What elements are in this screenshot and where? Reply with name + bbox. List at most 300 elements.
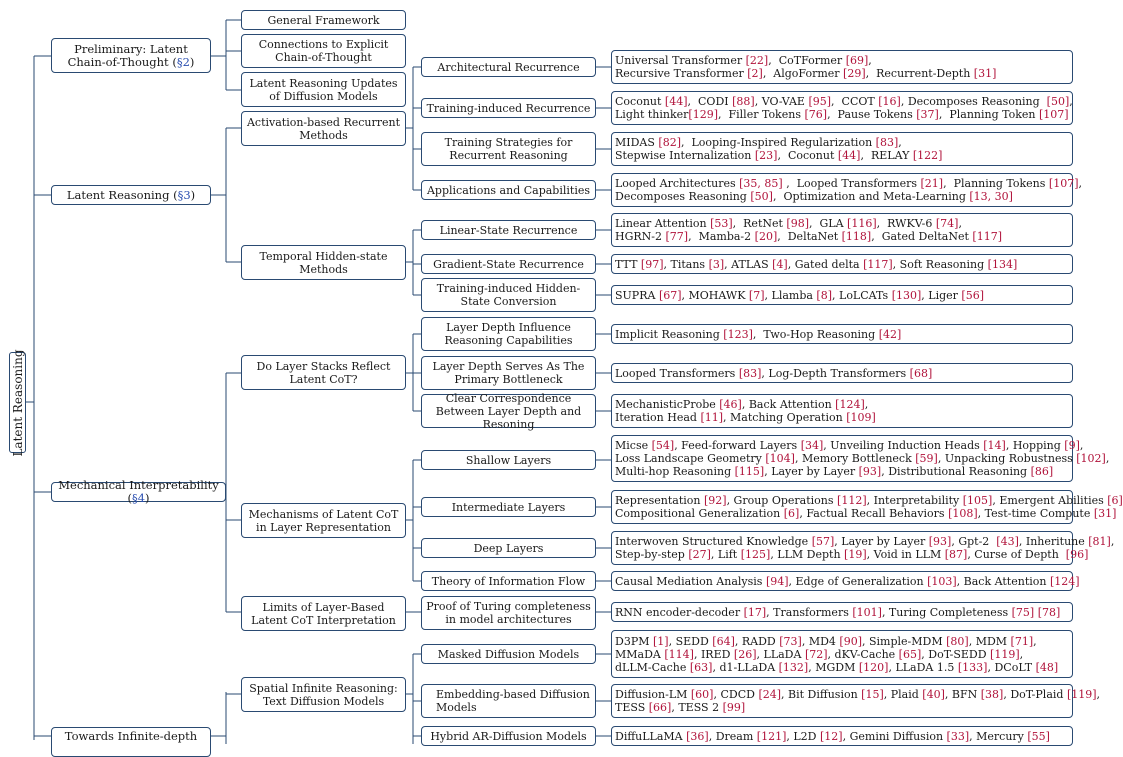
leaf-text: Looped Transformers — [615, 366, 739, 380]
leaf-embedding-diffusion — [611, 684, 1101, 718]
leaf-text: , Planning Token — [938, 108, 1039, 121]
leaf-line — [615, 494, 1123, 507]
l1-latent-sec: §3 — [177, 187, 191, 202]
l3-label: Gradient-State Recurrence — [433, 257, 584, 271]
citation: [130] — [891, 288, 922, 302]
leaf-text: , Filler Tokens — [718, 108, 805, 121]
citation: [53] — [710, 217, 733, 230]
citation: [44] — [664, 95, 688, 108]
leaf-text: , Edge of Generalization — [788, 574, 928, 588]
l1-mechanical-interpretability — [51, 478, 226, 505]
leaf-line — [615, 411, 1068, 424]
leaf-layer-depth-influence — [611, 324, 1073, 344]
leaf-text: , Turing Completeness — [881, 605, 1012, 619]
l3-layer-depth-bottleneck — [421, 356, 596, 390]
citation: [125] — [740, 548, 771, 561]
citation: [114] — [664, 647, 694, 661]
citation: [63] — [689, 660, 713, 674]
leaf-text: , Gpt-2 — [951, 535, 997, 548]
leaf-line — [615, 439, 1084, 452]
leaf-text: , Planning Tokens — [943, 177, 1049, 190]
citation: [3] — [708, 257, 725, 271]
leaf-text: , DoT-Plaid — [1003, 688, 1067, 701]
l3-intermediate-layers — [421, 497, 596, 517]
leaf-text: , MDM — [968, 634, 1011, 648]
leaf-line — [615, 230, 1068, 243]
leaf-text: , Mamba-2 — [688, 230, 755, 243]
citation: [11] — [700, 411, 724, 424]
leaf-line — [615, 258, 1068, 271]
l3-label: Masked Diffusion Models — [437, 647, 580, 661]
leaf-text: , — [898, 136, 902, 149]
citation: [2] — [747, 67, 763, 80]
citation: [98] — [786, 217, 810, 230]
l3-clear-correspondence — [421, 391, 596, 431]
l2-label: Activation-based Recurrent Methods — [246, 115, 401, 142]
l3-label: Embedding-based Diffusion Models — [436, 688, 590, 714]
l3-information-flow — [421, 571, 596, 591]
leaf-line — [615, 688, 1101, 701]
leaf-text: , DCoLT — [987, 660, 1036, 674]
leaf-text: Decomposes Reasoning — [615, 190, 751, 203]
leaf-text: , LLM Depth — [770, 548, 845, 561]
leaf-hidden-state-conversion — [611, 285, 1073, 305]
citation: [124] — [835, 398, 865, 411]
citation: [99] — [722, 701, 746, 714]
l1-latent-label: Latent Reasoning ( — [66, 187, 178, 202]
citation: [74] — [935, 217, 959, 230]
leaf-text: , DeltaNet — [777, 230, 842, 243]
leaf-text: , Interpretability — [866, 494, 963, 507]
citation: [7] — [748, 288, 765, 302]
citation: [66] — [648, 701, 672, 714]
leaf-line — [615, 701, 1068, 714]
citation: [69] — [845, 54, 869, 67]
l3-applications — [421, 180, 596, 200]
leaf-line — [615, 507, 1117, 520]
leaf-text: , Log-Depth Transformers — [761, 366, 910, 380]
leaf-text: , VO-VAE — [754, 95, 809, 108]
l3-deep-layers — [421, 538, 596, 558]
leaf-text: , Coconut — [777, 149, 838, 162]
citation: [121] — [756, 729, 787, 743]
leaf-masked-diffusion — [611, 630, 1073, 678]
leaf-text: , Soft Reasoning — [892, 257, 988, 271]
leaf-deep-layers — [611, 531, 1115, 565]
leaf-line — [615, 217, 1068, 230]
citation: [59] — [915, 452, 938, 465]
citation: [16] — [878, 95, 901, 108]
citation: [120] — [858, 660, 889, 674]
l1-mech-sec: §4 — [131, 491, 146, 505]
citation: [19] — [844, 548, 867, 561]
leaf-text: TESS — [615, 701, 649, 714]
l2-label: Latent Reasoning Updates of Diffusion Models — [249, 76, 398, 103]
citation: [6] — [1107, 494, 1123, 507]
citation: [71] — [1010, 634, 1034, 648]
leaf-line — [615, 465, 1068, 478]
leaf-text: MIDAS — [615, 136, 659, 149]
citation: [34] — [800, 439, 824, 452]
leaf-text: , Unveiling Induction Heads — [823, 439, 984, 452]
leaf-line — [615, 54, 1068, 67]
l3-hidden-state-conversion — [421, 278, 596, 312]
leaf-text: , Looping-Inspired Regularization — [681, 136, 876, 149]
leaf-line — [615, 635, 1068, 648]
leaf-text: , Gated DeltaNet — [871, 230, 973, 243]
leaf-text: Recursive Transformer — [615, 67, 748, 80]
citation: [77] — [665, 230, 689, 243]
leaf-text: Loss Landscape Geometry — [615, 452, 766, 465]
leaf-text: , LoLCATs — [832, 288, 892, 302]
citation: [8] — [816, 288, 833, 302]
leaf-gradient-state — [611, 254, 1073, 274]
citation: [132] — [778, 660, 809, 674]
leaf-text: , — [864, 398, 869, 411]
leaf-text: , Unpacking Robustness — [937, 452, 1077, 465]
leaf-text: SUPRA — [615, 288, 659, 302]
l3-label: Deep Layers — [473, 541, 544, 555]
leaf-line — [615, 177, 1082, 190]
leaf-text: , LLaDA 1.5 — [888, 660, 958, 674]
leaf-text: HGRN-2 — [615, 230, 666, 243]
l2-label: Mechanisms of Latent CoT in Layer Representation — [248, 507, 399, 534]
citation: [76] — [804, 108, 828, 121]
leaf-line — [615, 190, 1068, 203]
leaf-text: Representation — [615, 494, 704, 507]
leaf-text: , Simple-MDM — [862, 634, 947, 648]
leaf-text: , BFN — [944, 688, 981, 701]
leaf-text: , IRED — [693, 647, 734, 661]
leaf-text: Micse — [615, 439, 652, 452]
leaf-line — [615, 136, 1068, 149]
citation: [94] — [765, 574, 789, 588]
citation: [93] — [858, 465, 882, 478]
leaf-text: , — [1079, 439, 1084, 452]
l3-label: Training-induced Recurrence — [426, 101, 591, 115]
citation: [9] — [1064, 439, 1080, 452]
leaf-text: , DoT-SEDD — [921, 647, 991, 661]
leaf-text: Linear Attention — [615, 217, 711, 230]
l2-label: Do Layer Stacks Reflect Latent CoT? — [256, 359, 391, 386]
citation: [12] — [820, 729, 843, 743]
leaf-applications — [611, 173, 1082, 207]
leaf-text: , CoTFormer — [768, 54, 846, 67]
leaf-text: , dKV-Cache — [827, 647, 899, 661]
citation: [29] — [843, 67, 866, 80]
citation: [37] — [916, 108, 939, 121]
leaf-text: , MD4 — [801, 634, 840, 648]
leaf-text: , MOHAWK — [681, 288, 749, 302]
leaf-text: , Matching Operation — [723, 411, 847, 424]
leaf-text: TTT — [615, 257, 641, 271]
leaf-text: , Group Operations — [726, 494, 838, 507]
leaf-text: , Feed-forward Layers — [674, 439, 801, 452]
leaf-text: Iteration Head — [615, 411, 701, 424]
leaf-text: , RELAY — [860, 149, 913, 162]
leaf-line — [615, 574, 1080, 588]
citation: [116] — [847, 217, 877, 230]
leaf-text: , TESS 2 — [671, 701, 723, 714]
citation: [1] — [652, 634, 669, 648]
l3-label: Theory of Information Flow — [431, 574, 586, 588]
leaf-text: , Looped Transformers — [782, 177, 921, 190]
l2-general-framework — [241, 10, 406, 30]
leaf-text: , Back Attention — [741, 398, 836, 411]
citation: [20] — [754, 230, 778, 243]
leaf-text: , Two-Hop Reasoning — [752, 327, 879, 341]
leaf-text: DiffuLLaMA — [615, 729, 687, 743]
leaf-text: Looped Architectures — [615, 177, 740, 190]
leaf-text: , Decomposes Reasoning — [900, 95, 1047, 108]
l3-label: Linear-State Recurrence — [439, 223, 578, 237]
leaf-line — [615, 328, 1068, 341]
citation: [87] — [944, 548, 968, 561]
citation: [93] — [928, 535, 952, 548]
citation: [64] — [712, 634, 735, 648]
l2-limits — [241, 596, 406, 631]
leaf-text: , Pause Tokens — [827, 108, 917, 121]
citation: [55] — [1027, 729, 1050, 743]
citation: [109] — [846, 411, 876, 424]
citation: [95] — [808, 95, 832, 108]
citation: [119] — [1066, 688, 1097, 701]
leaf-text: , RetNet — [732, 217, 787, 230]
citation: [119] — [990, 647, 1020, 661]
citation: [112] — [837, 494, 867, 507]
leaf-line — [615, 535, 1115, 548]
l3-gradient-state — [421, 254, 596, 274]
leaf-text: Diffusion-LM — [615, 688, 691, 701]
leaf-architectural-recurrence — [611, 50, 1073, 84]
citation: [75] — [1011, 605, 1035, 619]
leaf-text: , Memory Bottleneck — [794, 452, 916, 465]
citation: [50] — [1046, 95, 1070, 108]
l3-label: Shallow Layers — [465, 453, 552, 467]
leaf-text: , Liger — [921, 288, 962, 302]
l1-mech-end: ) — [145, 491, 150, 505]
leaf-text: MechanisticProbe — [615, 398, 720, 411]
citation: [23] — [754, 149, 778, 162]
leaf-text: , Dream — [708, 729, 757, 743]
l3-hybrid-ar-diffusion — [421, 726, 596, 746]
citation: [78] — [1037, 605, 1061, 619]
citation: [6] — [783, 507, 800, 520]
leaf-text: Light thinker — [615, 108, 689, 121]
citation: [107] — [1039, 108, 1069, 121]
leaf-text: , MGDM — [808, 660, 859, 674]
l3-label: Intermediate Layers — [451, 500, 566, 514]
l3-label: Hybrid AR-Diffusion Models — [430, 729, 587, 743]
citation: [56] — [961, 288, 984, 302]
leaf-text: , — [1069, 95, 1073, 108]
citation: [73] — [779, 634, 802, 648]
citation: [31] — [973, 67, 997, 80]
leaf-text: , Curse of Depth — [967, 548, 1066, 561]
l3-label: Training-induced Hidden-State Conversion — [436, 282, 581, 308]
citation: [65] — [898, 647, 922, 661]
leaf-text: , GLA — [809, 217, 848, 230]
leaf-text: , Factual Recall Behaviors — [799, 507, 949, 520]
leaf-line — [615, 289, 1068, 302]
leaf-line — [615, 730, 1068, 743]
citation: [103] — [927, 574, 957, 588]
leaf-text: , Gated delta — [787, 257, 864, 271]
l1-preliminary-sec: §2 — [176, 54, 190, 69]
citation: [4] — [772, 257, 788, 271]
leaf-shallow-layers — [611, 435, 1110, 482]
leaf-text: , Void in LLM — [866, 548, 945, 561]
citation: [38] — [980, 688, 1004, 701]
l1-towards-label: Towards Infinite-depth — [64, 729, 198, 743]
l2-activation-based — [241, 111, 406, 146]
citation: [83] — [875, 136, 899, 149]
citation: [133] — [957, 660, 988, 674]
citation: [50] — [750, 190, 773, 203]
citation: [117] — [972, 230, 1002, 243]
citation: [48] — [1035, 660, 1059, 674]
leaf-text: , Recurrent-Depth — [865, 67, 974, 80]
l2-label: Spatial Infinite Reasoning: Text Diffusion Models — [249, 681, 398, 708]
leaf-text: MMaDA — [615, 647, 665, 661]
root-label: Latent Reasoning — [10, 348, 25, 457]
l1-preliminary-label: Preliminary: Latent Chain-of-Thought ( — [67, 41, 188, 69]
citation: [21] — [920, 177, 944, 190]
citation: [44] — [837, 149, 861, 162]
l2-connections — [241, 34, 406, 68]
l3-label: Proof of Turing completeness in model architectures — [426, 600, 591, 626]
leaf-text: dLLM-Cache — [615, 660, 690, 674]
citation: [57] — [811, 535, 835, 548]
l3-architectural-recurrence — [421, 57, 596, 77]
citation: [14] — [983, 439, 1006, 452]
l3-label: Training Strategies for Recurrent Reasoning — [444, 136, 573, 162]
l2-label: Limits of Layer-Based Latent CoT Interpretation — [251, 600, 396, 627]
leaf-training-induced-recurrence — [611, 91, 1073, 125]
leaf-text: , CCOT — [831, 95, 879, 108]
citation: [81] — [1088, 535, 1111, 548]
citation: [105] — [962, 494, 993, 507]
leaf-text: , Optimization and Meta-Learning — [772, 190, 970, 203]
leaf-text: , Transformers — [766, 605, 853, 619]
citation: [102] — [1076, 452, 1106, 465]
leaf-line — [615, 648, 1068, 661]
root-node — [9, 348, 26, 457]
citation: [72] — [804, 647, 828, 661]
citation: [68] — [909, 366, 933, 380]
leaf-text: , d1-LLaDA — [712, 660, 779, 674]
leaf-text: , — [1105, 452, 1110, 465]
citation: [43] — [996, 535, 1019, 548]
citation: [123] — [723, 327, 753, 341]
l1-latent-reasoning — [51, 185, 211, 205]
l2-label: Temporal Hidden-state Methods — [259, 249, 388, 276]
citation: [96] — [1065, 548, 1089, 561]
citation: [46] — [719, 398, 742, 411]
l1-preliminary — [51, 38, 211, 73]
leaf-line — [615, 398, 1068, 411]
leaf-clear-correspondence — [611, 394, 1073, 428]
citation: [27] — [688, 548, 711, 561]
citation: [83] — [738, 366, 762, 380]
citation: [67] — [658, 288, 682, 302]
leaf-text: , CODI — [687, 95, 733, 108]
l2-label: Connections to Explicit Chain-of-Thought — [258, 38, 389, 64]
leaf-line — [615, 661, 1068, 674]
citation: [33] — [946, 729, 970, 743]
leaf-text: , Back Attention — [956, 574, 1050, 588]
l3-training-strategies — [421, 132, 596, 166]
l3-label: Layer Depth Serves As The Primary Bottleneck — [432, 360, 585, 386]
citation: [80] — [946, 634, 969, 648]
leaf-text: , CDCD — [713, 688, 759, 701]
leaf-text: , Lift — [710, 548, 741, 561]
l3-shallow-layers — [421, 450, 596, 470]
citation: [40] — [922, 688, 945, 701]
l2-layer-stacks — [241, 355, 406, 390]
leaf-text: RNN encoder-decoder — [615, 605, 744, 619]
citation: [42] — [878, 327, 902, 341]
citation: [88] — [732, 95, 755, 108]
leaf-text: Universal Transformer — [615, 54, 746, 67]
citation: [107] — [1048, 177, 1079, 190]
l3-embedding-diffusion — [421, 684, 596, 718]
l3-turing-proof — [421, 596, 596, 630]
leaf-text: Compositional Generalization — [615, 507, 784, 520]
citation: [90] — [839, 634, 862, 648]
l3-training-induced-recurrence — [421, 98, 596, 118]
citation: [117] — [863, 257, 893, 271]
citation: [36] — [686, 729, 709, 743]
l3-label: Clear Correspondence Between Layer Depth and Resoning — [435, 391, 582, 431]
l3-label: Layer Depth Influence Reasoning Capabilities — [444, 321, 573, 347]
citation: [108] — [948, 507, 978, 520]
citation: [15] — [861, 688, 884, 701]
leaf-line — [615, 606, 1068, 619]
leaf-text: , Distributional Reasoning — [881, 465, 1031, 478]
citation: [22] — [745, 54, 769, 67]
leaf-training-strategies — [611, 132, 1073, 166]
leaf-text: , AlgoFormer — [762, 67, 844, 80]
citation: [17] — [743, 605, 767, 619]
l1-towards-infinite — [51, 727, 211, 757]
leaf-text: , — [1033, 634, 1037, 648]
leaf-text: , SEDD — [668, 634, 713, 648]
leaf-line — [615, 67, 1068, 80]
l2-label: General Framework — [267, 13, 380, 27]
citation: [86] — [1030, 465, 1054, 478]
l1-latent-end: ) — [190, 187, 196, 202]
citation: [129] — [688, 108, 719, 121]
leaf-text: , — [1110, 535, 1115, 548]
leaf-text: , — [1019, 647, 1024, 661]
leaf-text: , ATLAS — [724, 257, 773, 271]
leaf-linear-state — [611, 213, 1073, 247]
leaf-line — [615, 548, 1089, 561]
leaf-text: , Plaid — [883, 688, 923, 701]
l3-linear-state — [421, 220, 596, 240]
leaf-turing-proof — [611, 602, 1073, 622]
leaf-text: Step-by-step — [615, 548, 689, 561]
l3-label: Applications and Capabilities — [426, 183, 590, 197]
citation: [101] — [852, 605, 882, 619]
leaf-hybrid-ar-diffusion — [611, 726, 1073, 746]
citation: [13, 30] — [969, 190, 1013, 203]
citation: [124] — [1049, 574, 1080, 588]
l3-layer-depth-influence — [421, 317, 596, 351]
leaf-line — [615, 149, 1068, 162]
leaf-text: , Titans — [663, 257, 709, 271]
